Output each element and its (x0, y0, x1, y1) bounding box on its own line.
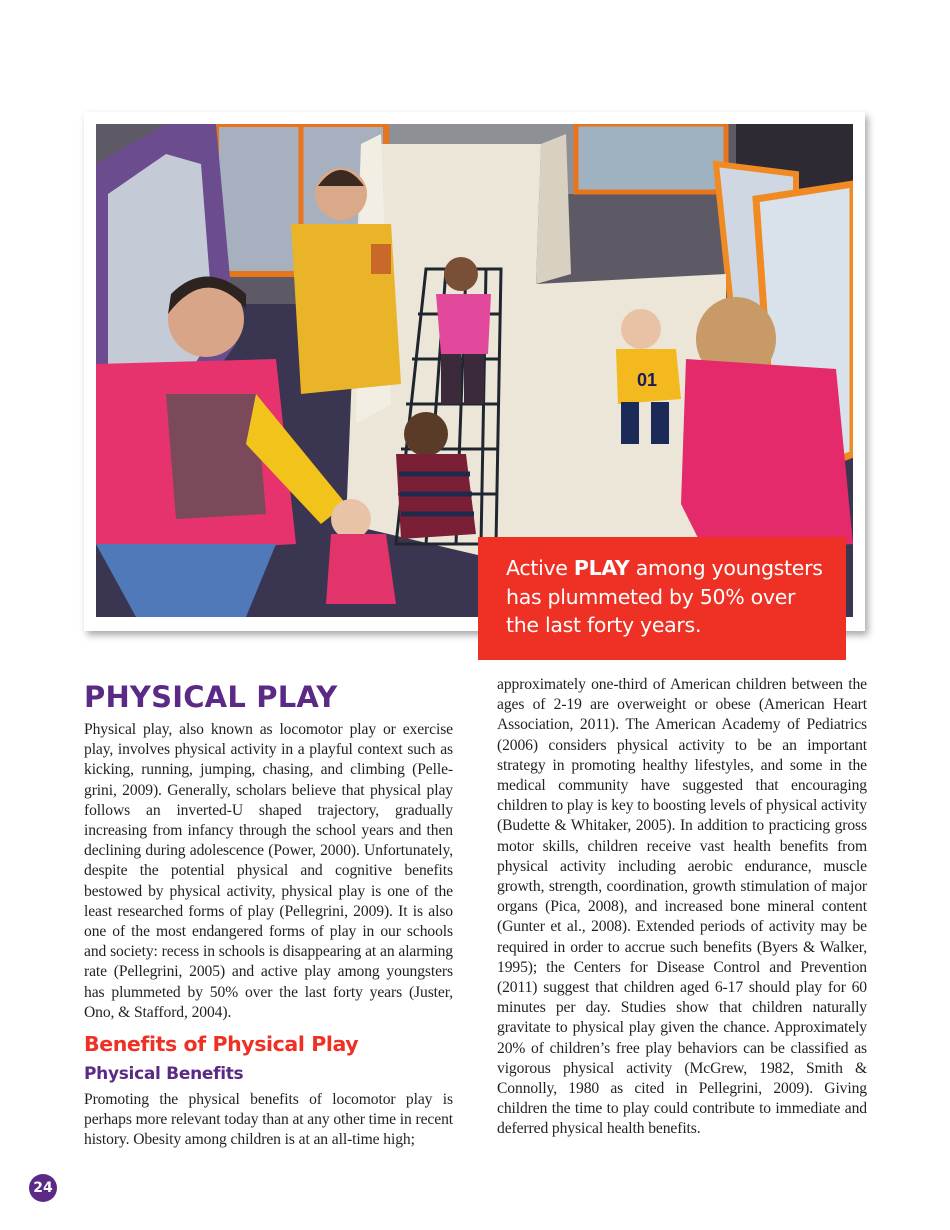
physical-benefits-heading: Physical Benefits (84, 1064, 244, 1085)
shirt-number: 01 (637, 370, 658, 390)
intro-paragraph: Physical play, also known as locomotor play or exercise play, involves physical activity in a playful context such as kicking, running, jumping, chasing, and climbing (Pelle-grini, 2009). Generally, scholars believe that physical play follows an inverted-U shaped trajectory, gradually increasing from infancy through the school years and then declining during adolescence (Power, 2000). Unfortunately, despite the potential physical and cognitive benefits bestowed by physical activity, physical play is one of the least researched forms of play (Pellegrini, 2009). It is also one of the most endangered forms of play in our schools and society: recess in schools is disappearing at an alarming rate (Pellegrini, 2005) and active play among youngsters has plummeted by 50% over the last forty years (Juster, Ono, & Stafford, 2004). (84, 721, 453, 1021)
benefits-paragraph-continued: approximately one-third of American children between the ages of 2-19 are overweight or obese (American Heart Association, 2011). The American Academy of Pediatrics (2006) considers physical activity to be an important strategy in promoting healthy lifestyles, and some in the medical community have suggested that encouraging children to play is key to boosting levels of physical activity (Budette & Whitaker, 2005). In addition to practicing gross motor skills, children receive vast health benefits from physical activity including aerobic endurance, muscle growth, strength, coordination, growth stimulation of major organs (Pica, 2008), and increased bone mineral content (Gunter et al., 2008). Extended periods of activity may be required in order to accrue such benefits (Byers & Walker, 1995); the Centers for Disease Control and Prevention (2011) suggest that children aged 6-17 should play for 60 minutes per day. Studies show that children naturally gravitate to physical play given the chance. Approximately 20% of children’s free play behaviors can be classified as vigorous physical activity (McGrew, 1982, Smith & Connolly, 1980 as cited in Pellegrini, 2009). Giving children the time to play could contribute to immediate and deferred physical health benefits. (497, 676, 867, 1138)
left-column (84, 678, 453, 1151)
callout-text-before: Active (506, 556, 574, 580)
callout-emphasis: PLAY (573, 556, 630, 580)
page-number-badge: 24 (29, 1174, 57, 1202)
benefits-heading: Benefits of Physical Play (84, 1032, 359, 1057)
pull-quote-callout (478, 537, 846, 660)
callout-text-after: among youngsters has plummeted by 50% over the last forty years. (506, 556, 823, 637)
benefits-paragraph-start: Promoting the physical benefits of locomotor play is perhaps more relevant today than at any other time in recent history. Obesity among children is at an all-time high; (84, 1091, 453, 1149)
right-column (497, 675, 867, 1140)
section-title: PHYSICAL PLAY (84, 680, 338, 714)
